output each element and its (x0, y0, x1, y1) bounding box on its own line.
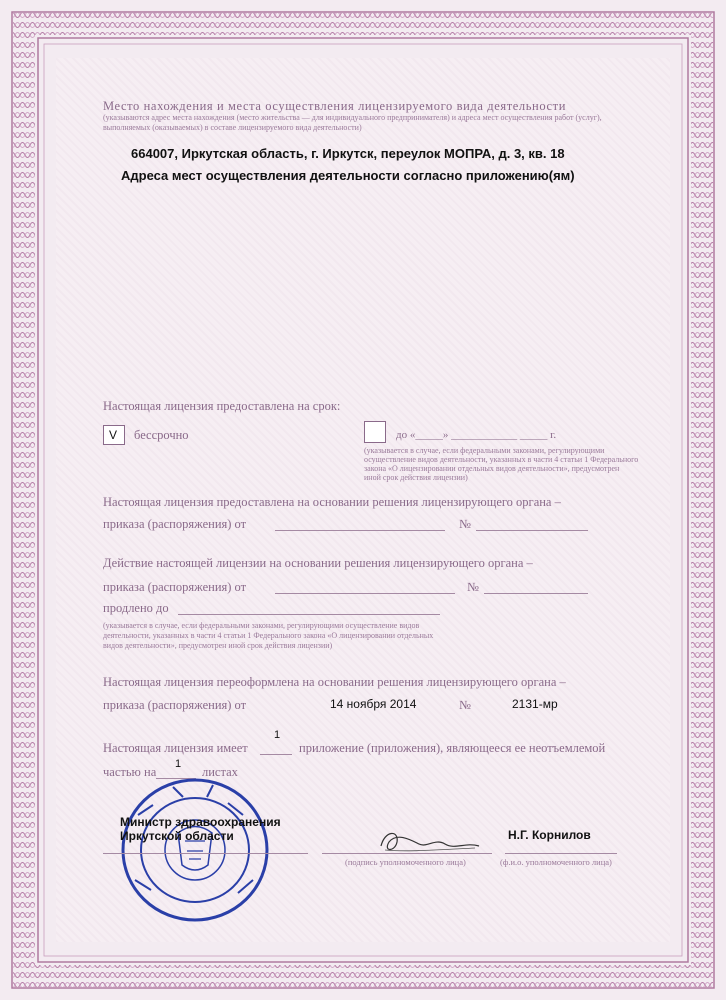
reissue-heading: Настоящая лицензия переоформлена на основании решения лицензирующего органа – (103, 675, 566, 689)
extended-label: продлено до (103, 601, 169, 615)
title-line (103, 853, 308, 854)
until-note-3: закона «О лицензировании отдельных видов деятельности», предусмотрен (364, 464, 620, 473)
until-note-4: иной срок действия лицензии) (364, 473, 468, 482)
basis-date-line (275, 530, 445, 531)
extension-note-2: деятельности, указанных в части 4 статьи 1 Федерального закона «О лицензировании отдельных (103, 631, 434, 640)
basis-number-line (476, 530, 588, 531)
reissue-order-label: приказа (распоряжения) от (103, 698, 247, 712)
until-checkbox[interactable] (364, 421, 386, 443)
appendix-prefix: Настоящая лицензия имеет (103, 741, 248, 755)
official-seal-stamp (113, 775, 283, 925)
location-note-2: выполняемых (оказываемых) в составе лицензируемого вида деятельности) (103, 123, 362, 132)
name-line (505, 853, 617, 854)
signature-caption: (подпись уполномоченного лица) (345, 857, 466, 867)
location-heading: Место нахождения и места осуществления лицензируемого вида деятельности (103, 99, 566, 113)
official-title-line-1: Министр здравоохранения (120, 815, 281, 829)
location-note-1: (указываются адрес места нахождения (место жительства — для индивидуального предпринимателя) и адреса мест осуществления работ (услуг), (103, 113, 602, 122)
address-text: 664007, Иркутская область, г. Иркутск, переулок МОПРА, д. 3, кв. 18 (131, 146, 565, 161)
basis-number-sign: № (459, 517, 471, 531)
part-suffix: листах (202, 765, 238, 779)
appendix-count: 1 (274, 729, 281, 741)
extended-date-line (178, 614, 440, 615)
appendix-count-line (260, 754, 292, 755)
reissue-number-sign: № (459, 698, 471, 712)
signature-line (322, 853, 492, 854)
extension-order-label: приказа (распоряжения) от (103, 580, 247, 594)
part-count: 1 (175, 758, 182, 770)
name-caption: (ф.и.о. уполномоченного лица) (500, 857, 612, 867)
official-name: Н.Г. Корнилов (508, 828, 591, 842)
until-note-2: осуществление видов деятельности, указанных в части 4 статьи 1 Федерального (364, 455, 639, 464)
reissue-number: 2131-мр (512, 697, 558, 711)
extension-heading: Действие настоящей лицензии на основании решения лицензирующего органа – (103, 556, 533, 570)
reissue-date: 14 ноября 2014 (330, 697, 417, 711)
official-title-line-2: Иркутской области (120, 829, 234, 843)
extension-number-sign: № (467, 580, 479, 594)
part-prefix: частью на (103, 765, 157, 779)
extension-date-line (275, 593, 455, 594)
basis-order-label: приказа (распоряжения) от (103, 517, 247, 531)
extension-note-3: видов деятельности», предусмотрен иной срок действия лицензии) (103, 641, 333, 650)
until-note-1: (указывается в случае, если федеральными законами, регулирующими (364, 446, 605, 455)
extension-note-1: (указывается в случае, если федеральными законами, регулирующими осуществление видов (103, 621, 420, 630)
basis-heading: Настоящая лицензия предоставлена на основании решения лицензирующего органа – (103, 495, 561, 509)
checkbox-mark: V (109, 428, 118, 442)
indefinite-label: бессрочно (134, 428, 189, 442)
extension-number-line (484, 593, 588, 594)
indefinite-checkbox[interactable] (103, 425, 125, 445)
address-note: Адреса мест осуществления деятельности согласно приложению(ям) (121, 168, 575, 183)
term-heading: Настоящая лицензия предоставлена на срок: (103, 399, 341, 413)
until-label: до «_____» ____________ _____ г. (396, 429, 557, 441)
appendix-suffix: приложение (приложения), являющееся ее неотъемлемой (299, 741, 606, 755)
